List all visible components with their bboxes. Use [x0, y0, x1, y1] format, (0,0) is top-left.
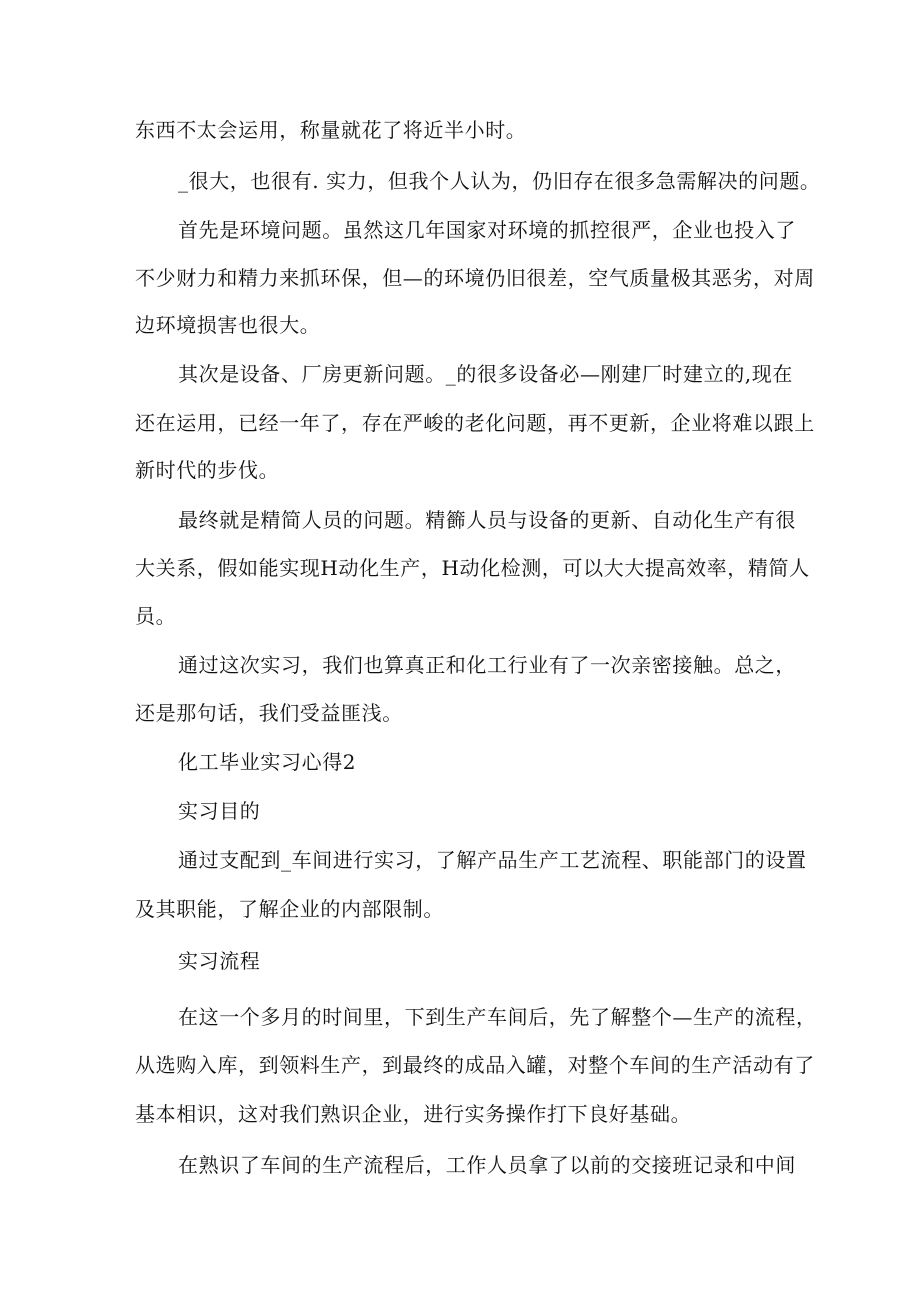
- subheading: 实习目的: [178, 799, 261, 823]
- text-line: 大关系，假如能实现H动化生产，H动化检测，可以大大提高效率，精简人: [135, 556, 810, 580]
- text-line: 首先是环境问题。虽然这几年国家对环境的抓控很严，企业也投入了: [178, 218, 796, 242]
- text-line: _很大，也很有. 实力，但我个人认为，仍旧存在很多急需解决的问题。: [178, 169, 821, 193]
- text-line: 不少财力和精力来抓环保，但—的环境仍旧很差，空气质量极其恶劣，对周: [135, 266, 815, 290]
- text-line: 员。: [135, 604, 177, 628]
- subheading: 实习流程: [178, 949, 261, 973]
- text-line: 还在运用，已经一年了，存在严峻的老化问题，再不更新，企业将难以跟上: [135, 411, 815, 435]
- text-line: 在熟识了车间的生产流程后，工作人员拿了以前的交接班记录和中间: [178, 1153, 796, 1177]
- text-line: 东西不太会运用，称量就花了将近半小时。: [135, 118, 527, 142]
- text-line: 新时代的步伐。: [135, 458, 280, 482]
- text-line: 其次是设备、厂房更新问题。_的很多设备必—刚建厂时建立的,现在: [178, 362, 793, 386]
- text-line: 基本相识，这对我们熟识企业，进行实务操作打下良好基础。: [135, 1102, 692, 1126]
- text-line: 最终就是精简人员的问题。精籂人员与设备的更新、自动化生产有很: [178, 508, 796, 532]
- text-line: 在这一个多月的时间里，下到生产车间后，先了解整个—生产的流程，: [178, 1005, 817, 1029]
- section-heading: 化工毕业实习心得2: [178, 750, 357, 774]
- text-line: 及其职能，了解企业的内部限制。: [135, 897, 444, 921]
- text-line: 边环境损害也很大。: [135, 313, 321, 337]
- text-line: 从选购入库，到领料生产，到最终的成品入罐，对整个车间的生产活动有了: [135, 1053, 815, 1077]
- text-line: 还是那句话，我们受益匪浅。: [135, 701, 403, 725]
- text-line: 通过这次实习，我们也算真正和化工行业有了一次亲密接触。总之，: [178, 653, 796, 677]
- text-line: 通过支配到_车间进行实习，了解产品生产工艺流程、职能部门的设置: [178, 848, 807, 872]
